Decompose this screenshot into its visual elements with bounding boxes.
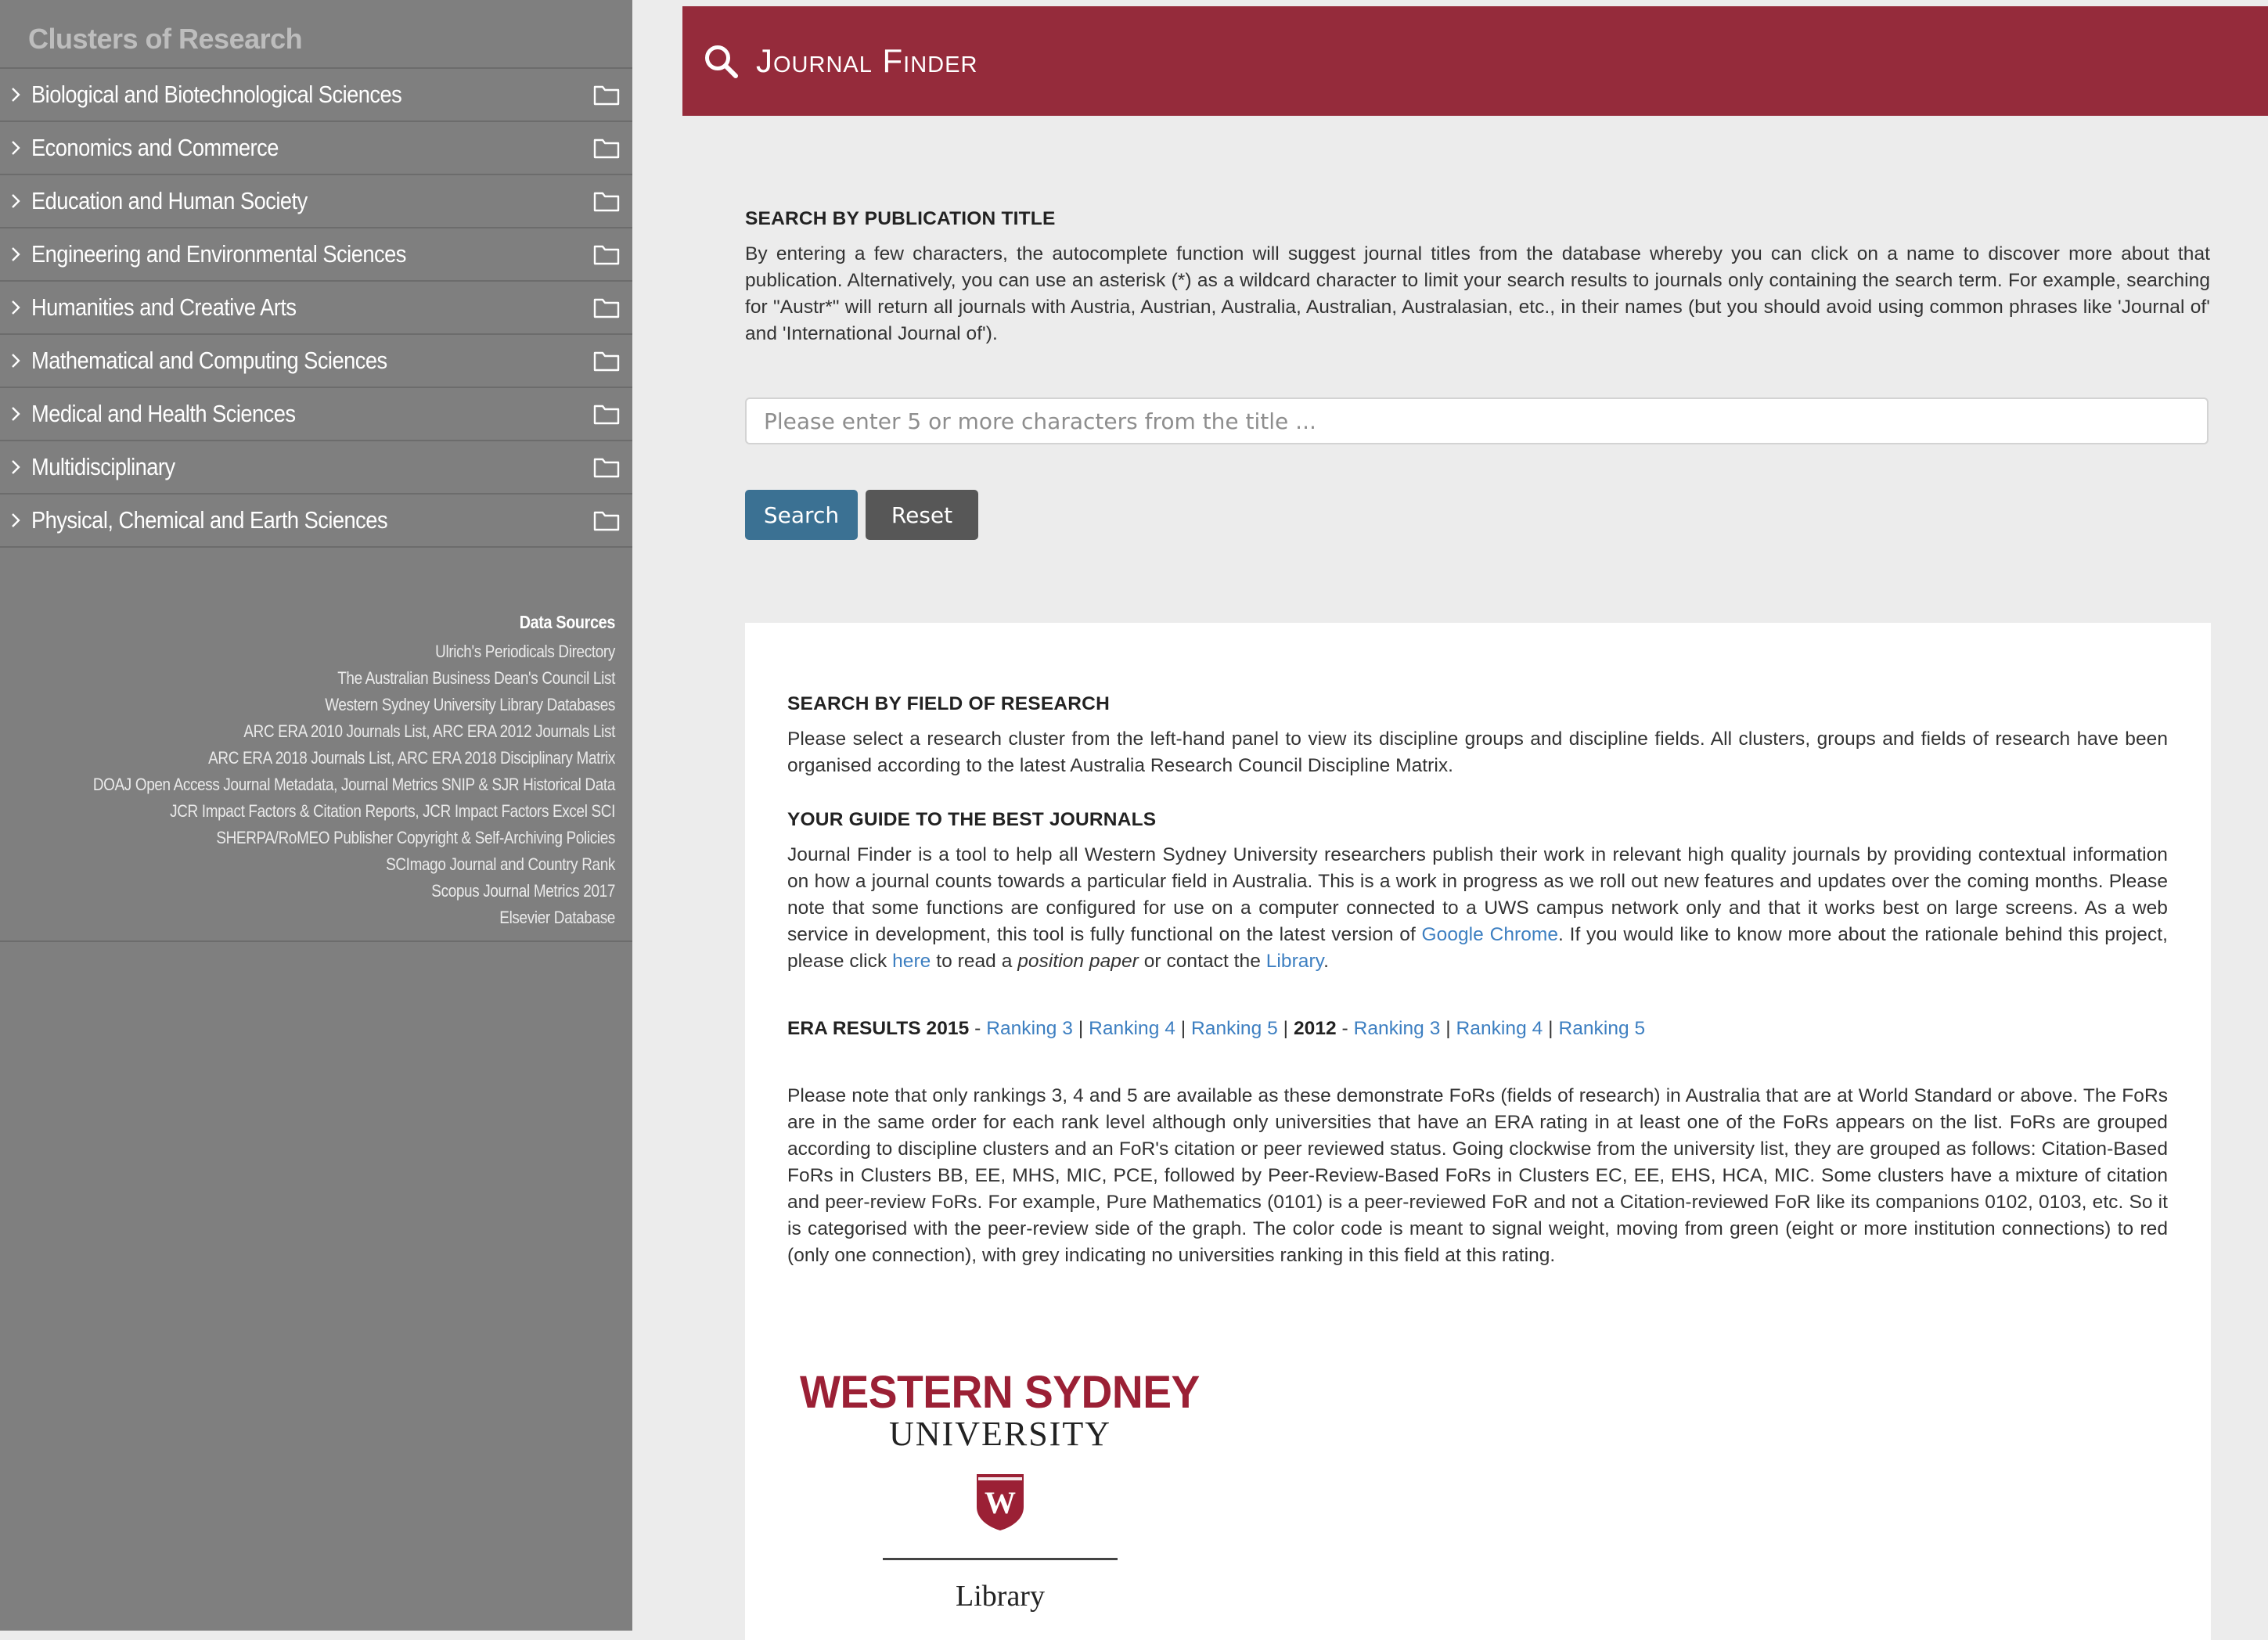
cluster-item[interactable] <box>0 174 632 227</box>
folder-icon[interactable] <box>593 350 620 372</box>
cluster-item[interactable] <box>0 120 632 174</box>
chevron-right-icon <box>0 441 31 493</box>
search-button[interactable]: Search <box>745 490 858 540</box>
data-source-item: Ulrich's Periodicals Directory <box>435 642 615 661</box>
era-sep: | <box>1277 1018 1294 1039</box>
info-panel <box>745 623 2211 1640</box>
page-header <box>682 6 2268 116</box>
search-by-title-heading: SEARCH BY PUBLICATION TITLE <box>745 208 1056 229</box>
folder-icon[interactable] <box>593 137 620 159</box>
chevron-right-icon <box>0 175 31 227</box>
search-icon <box>703 43 739 79</box>
era-sep: | <box>1072 1018 1089 1039</box>
chevron-right-icon <box>0 122 31 174</box>
era-2012-ranking-4-link[interactable]: Ranking 4 <box>1456 1018 1543 1039</box>
data-source-item: JCR Impact Factors & Citation Reports, JCR Impact Factors Excel SCI <box>170 801 615 821</box>
cluster-item[interactable] <box>0 67 632 120</box>
cluster-label: Physical, Chemical and Earth Sciences <box>31 506 388 534</box>
data-sources <box>0 609 632 931</box>
era-2015-ranking-3-link[interactable]: Ranking 3 <box>986 1018 1073 1039</box>
university-shield-icon <box>800 1473 1201 1536</box>
data-source-item: SCImago Journal and Country Rank <box>386 854 615 874</box>
page-title: Journal Finder <box>756 42 978 79</box>
logo-line-1: WESTERN SYDNEY <box>800 1367 1200 1418</box>
folder-icon[interactable] <box>593 297 620 318</box>
sidebar-divider <box>0 940 632 942</box>
data-source-item: Elsevier Database <box>499 908 615 927</box>
cluster-item[interactable] <box>0 280 632 333</box>
cluster-item[interactable] <box>0 333 632 387</box>
guide-text-part: Journal Finder is a tool to help all Western Sydney University researchers publish their work in relevant high quality journals by providing contextual information on how a journal counts towards a particular field in Australia. This is a work in progress as we roll out new features and updates over the coming months. Please note that some functions are configured for use on a computer connected to a UWS campus network only and that it works best on large screens. As a web service in development, this tool is fully functional on the latest version of <box>787 844 2168 945</box>
cluster-label: Economics and Commerce <box>31 134 279 161</box>
position-paper-emphasis: position paper <box>1017 951 1139 972</box>
guide-text-part: . If you would like to know more about the rationale behind this project, please click <box>787 924 2168 972</box>
era-2012-label: 2012 <box>1293 1018 1337 1039</box>
position-paper-here-link[interactable]: here <box>892 951 931 972</box>
chevron-right-icon <box>0 69 31 120</box>
cluster-item[interactable] <box>0 440 632 493</box>
data-source-item: ARC ERA 2018 Journals List, ARC ERA 2018 Disciplinary Matrix <box>208 748 615 768</box>
cluster-label: Education and Human Society <box>31 187 308 214</box>
google-chrome-link[interactable]: Google Chrome <box>1421 924 1559 945</box>
guide-text-part: or contact the <box>1138 951 1266 972</box>
data-source-item: The Australian Business Dean's Council List <box>337 668 615 688</box>
era-dash: - <box>1336 1018 1354 1039</box>
info-panel-content <box>787 693 2168 1269</box>
era-2012-ranking-3-link[interactable]: Ranking 3 <box>1353 1018 1441 1039</box>
data-source-item: ARC ERA 2010 Journals List, ARC ERA 2012 Journals List <box>243 721 615 741</box>
shield-letter: W <box>985 1485 1016 1520</box>
sidebar-title: Clusters of Research <box>28 23 303 55</box>
cluster-label: Mathematical and Computing Sciences <box>31 347 387 374</box>
chevron-right-icon <box>0 228 31 280</box>
logo-library-text: Library <box>956 1580 1045 1613</box>
chevron-right-icon <box>0 495 31 546</box>
folder-icon[interactable] <box>593 243 620 265</box>
guide-text-part: to read a <box>931 951 1018 972</box>
cluster-label: Biological and Biotechnological Sciences <box>31 81 402 108</box>
logo-line-2: UNIVERSITY <box>889 1415 1111 1453</box>
logo-rule <box>883 1558 1118 1560</box>
cluster-item[interactable] <box>0 227 632 280</box>
title-search-input[interactable] <box>745 397 2209 444</box>
search-by-title-description: By entering a few characters, the autocomplete function will suggest journal titles from the database whereby you can click on a name to discover more about that publication. Alternatively, you can use an asterisk (*) as a wildcard character to limit your search results to journals only containing the search term. For example, searching for "Austr*" will return all journals with Austria, Austrian, Australia, Australian, Australasian, etc., in their names (but you should avoid using common phrases like 'Journal of' and 'International Journal of'). <box>745 243 2210 344</box>
search-by-field-description: Please select a research cluster from the left-hand panel to view its discipline groups and discipline fields. All clusters, groups and fields of research have been organised according to the latest Australia Research Council Discipline Matrix. <box>787 728 2168 776</box>
era-results-line <box>787 1016 2168 1042</box>
sidebar <box>0 0 632 1631</box>
data-sources-title: Data Sources <box>519 612 615 632</box>
era-2015-ranking-5-link[interactable]: Ranking 5 <box>1191 1018 1278 1039</box>
library-link[interactable]: Library <box>1265 951 1324 972</box>
folder-icon[interactable] <box>593 403 620 425</box>
folder-icon[interactable] <box>593 84 620 106</box>
folder-icon[interactable] <box>593 509 620 531</box>
folder-icon[interactable] <box>593 456 620 478</box>
chevron-right-icon <box>0 282 31 333</box>
cluster-item[interactable] <box>0 493 632 548</box>
guide-text-part: . <box>1323 951 1330 972</box>
data-sources-list <box>0 638 615 931</box>
university-library-logo <box>800 1366 1222 1613</box>
cluster-label: Humanities and Creative Arts <box>31 293 297 321</box>
chevron-right-icon <box>0 335 31 387</box>
data-source-item: SHERPA/RoMEO Publisher Copyright & Self-Archiving Policies <box>216 828 615 847</box>
reset-button[interactable]: Reset <box>866 490 978 540</box>
era-dash: - <box>969 1018 987 1039</box>
chevron-right-icon <box>0 388 31 440</box>
search-by-field-heading: SEARCH BY FIELD OF RESEARCH <box>787 693 1110 714</box>
cluster-label: Medical and Health Sciences <box>31 400 296 427</box>
cluster-label: Multidisciplinary <box>31 453 175 480</box>
era-2012-ranking-5-link[interactable]: Ranking 5 <box>1558 1018 1646 1039</box>
data-source-item: Scopus Journal Metrics 2017 <box>431 881 615 901</box>
data-source-item: Western Sydney University Library Databases <box>325 695 615 714</box>
folder-icon[interactable] <box>593 190 620 212</box>
guide-text <box>787 842 2168 975</box>
guide-heading: YOUR GUIDE TO THE BEST JOURNALS <box>787 809 1157 830</box>
era-2015-label: ERA RESULTS 2015 <box>787 1018 970 1039</box>
era-sep: | <box>1175 1018 1192 1039</box>
search-by-title-section <box>745 208 2210 347</box>
cluster-list <box>0 67 632 548</box>
era-sep: | <box>1543 1018 1559 1039</box>
rankings-note: Please note that only rankings 3, 4 and 5 are available as these demonstrate FoRs (fields of research) in Australia that are at World Standard or above. The FoRs are in the same order for each rank level although only universities that have an ERA rating in at least one of the FoRs appears on the list. FoRs are grouped according to discipline clusters and an FoR's citation or peer reviewed status. Going clockwise from the university list, they are grouped as follows: Citation-Based FoRs in Clusters BB, EE, MHS, MIC, PCE, followed by Peer-Review-Based FoRs in Clusters EC, EE, EHS, HCA, MIC. Some clusters have a mixture of citation and peer-review FoRs. For example, Pure Mathematics (0101) is a peer-reviewed FoR and not a Citation-reviewed FoR like its companions 0102, 0103, etc. So it is categorised with the peer-review side of the graph. The color code is meant to signal weight, moving from green (eight or more institution connections) to red (only one connection), with grey indicating no universities ranking in this field at this rating. <box>787 1085 2168 1266</box>
data-source-item: DOAJ Open Access Journal Metadata, Journal Metrics SNIP & SJR Historical Data <box>92 775 615 794</box>
era-2015-ranking-4-link[interactable]: Ranking 4 <box>1089 1018 1175 1039</box>
cluster-item[interactable] <box>0 387 632 440</box>
era-sep: | <box>1440 1018 1456 1039</box>
cluster-label: Engineering and Environmental Sciences <box>31 240 406 268</box>
